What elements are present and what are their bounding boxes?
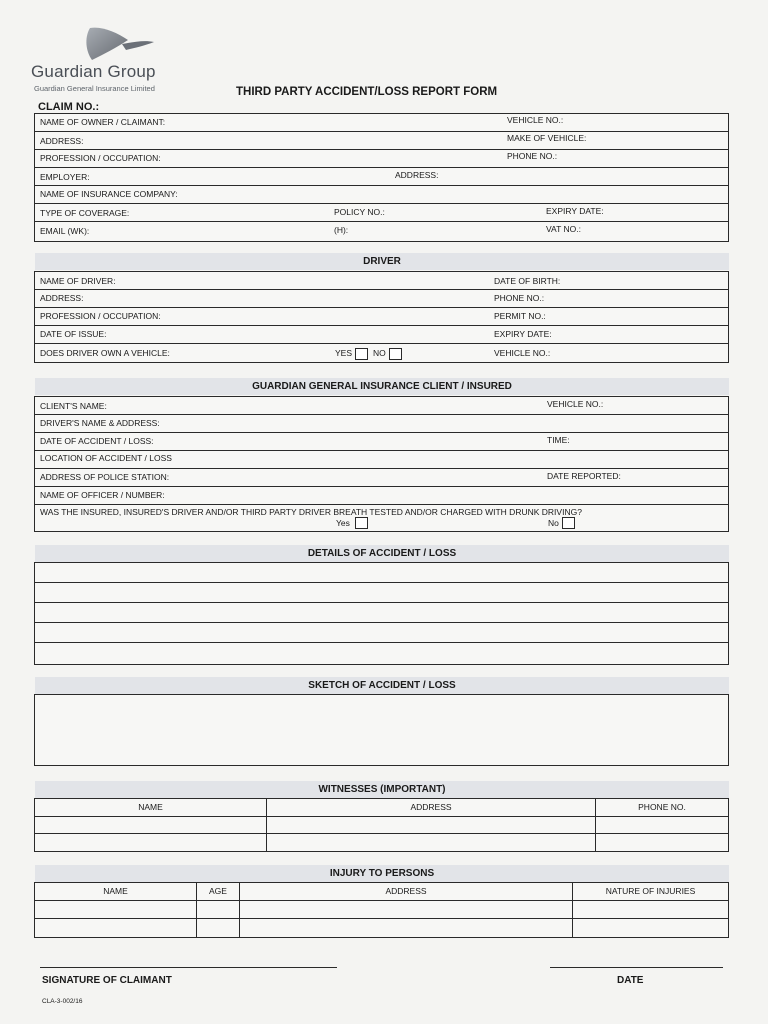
injury-col-name: NAME: [103, 886, 128, 896]
witness-row-2[interactable]: [35, 834, 728, 850]
date-line[interactable]: [550, 967, 723, 968]
owner-name-label: NAME OF OWNER / CLAIMANT:: [40, 117, 166, 127]
witness-col-phone: PHONE NO.: [638, 802, 686, 812]
owner-expiry-date-label: EXPIRY DATE:: [546, 206, 604, 216]
email-wk-label: EMAIL (WK):: [40, 226, 90, 236]
driver-row-1[interactable]: [35, 272, 728, 290]
breath-no-checkbox[interactable]: [562, 517, 575, 529]
injury-header-row: [35, 883, 728, 901]
owner-profession-label: PROFESSION / OCCUPATION:: [40, 153, 161, 163]
officer-label: NAME OF OFFICER / NUMBER:: [40, 490, 165, 500]
injury-divider-2: [239, 883, 240, 937]
form-code: CLA-3-002/16: [42, 998, 83, 1005]
owner-row-2[interactable]: [35, 132, 728, 150]
witness-divider-2: [595, 799, 596, 851]
drivers-name-address-label: DRIVER'S NAME & ADDRESS:: [40, 418, 160, 428]
driver-row-2[interactable]: [35, 290, 728, 308]
owner-row-4[interactable]: [35, 168, 728, 186]
date-reported-label: DATE REPORTED:: [547, 471, 621, 481]
owner-section: [34, 113, 729, 242]
vat-no-label: VAT NO.:: [546, 224, 581, 234]
policy-no-label: POLICY NO.:: [334, 207, 385, 217]
owner-address-label: ADDRESS:: [40, 136, 84, 146]
witnesses-header-row: [35, 799, 728, 817]
injury-divider-1: [196, 883, 197, 937]
driver-address-label: ADDRESS:: [40, 293, 84, 303]
date-label: DATE: [617, 975, 644, 986]
police-station-label: ADDRESS OF POLICE STATION:: [40, 472, 170, 482]
injury-table: [34, 882, 729, 938]
coverage-type-label: TYPE OF COVERAGE:: [40, 208, 130, 218]
breath-no-label: No: [548, 518, 559, 528]
driver-yes-label: YES: [335, 348, 353, 358]
vehicle-no-label: VEHICLE NO.:: [507, 115, 564, 125]
location-label: LOCATION OF ACCIDENT / LOSS: [40, 453, 172, 463]
employer-address-label: ADDRESS:: [395, 170, 439, 180]
owner-row-5[interactable]: [35, 186, 728, 204]
employer-label: EMPLOYER:: [40, 172, 90, 182]
details-line-4[interactable]: [35, 623, 728, 643]
client-row-2[interactable]: [35, 415, 728, 433]
details-section: [34, 562, 729, 665]
driver-profession-label: PROFESSION / OCCUPATION:: [40, 311, 161, 321]
owner-row-1[interactable]: [35, 114, 728, 132]
client-section: [34, 396, 729, 532]
time-label: TIME:: [547, 435, 570, 445]
date-of-accident-label: DATE OF ACCIDENT / LOSS:: [40, 436, 154, 446]
client-heading: GUARDIAN GENERAL INSURANCE CLIENT / INSURED: [35, 378, 729, 395]
details-heading: DETAILS OF ACCIDENT / LOSS: [35, 545, 729, 562]
details-line-3[interactable]: [35, 603, 728, 623]
injury-col-nature: NATURE OF INJURIES: [605, 886, 696, 896]
driver-name-label: NAME OF DRIVER:: [40, 276, 116, 286]
witness-row-1[interactable]: [35, 817, 728, 834]
signature-line[interactable]: [40, 967, 337, 968]
client-row-5[interactable]: [35, 469, 728, 487]
client-name-label: CLIENT'S NAME:: [40, 401, 107, 411]
owner-row-7[interactable]: [35, 222, 728, 240]
injury-col-address: ADDRESS: [385, 886, 427, 896]
details-line-5[interactable]: [35, 643, 728, 663]
date-of-issue-label: DATE OF ISSUE:: [40, 329, 107, 339]
witness-col-name: NAME: [138, 802, 163, 812]
witness-divider-1: [266, 799, 267, 851]
driver-phone-label: PHONE NO.:: [494, 293, 545, 303]
client-row-7[interactable]: [35, 505, 728, 530]
breath-yes-label: Yes: [336, 518, 350, 528]
sketch-heading: SKETCH OF ACCIDENT / LOSS: [35, 677, 729, 694]
driver-expiry-date-label: EXPIRY DATE:: [494, 329, 552, 339]
client-vehicle-no-label: VEHICLE NO.:: [547, 399, 604, 409]
witnesses-heading: WITNESSES (IMPORTANT): [35, 781, 729, 798]
driver-row-3[interactable]: [35, 308, 728, 326]
breath-test-question: WAS THE INSURED, INSURED'S DRIVER AND/OR THIRD PARTY DRIVER BREATH TESTED AND/OR CHARGED WITH DRUNK DRIVING?: [40, 507, 582, 517]
client-row-6[interactable]: [35, 487, 728, 505]
driver-heading: DRIVER: [35, 253, 729, 270]
breath-yes-checkbox[interactable]: [355, 517, 368, 529]
details-line-1[interactable]: [35, 563, 728, 583]
date-of-birth-label: DATE OF BIRTH:: [494, 276, 561, 286]
driver-yes-checkbox[interactable]: [355, 348, 368, 360]
driver-vehicle-no-label: VEHICLE NO.:: [494, 348, 551, 358]
driver-own-vehicle-label: DOES DRIVER OWN A VEHICLE:: [40, 348, 170, 358]
witnesses-table: [34, 798, 729, 852]
driver-row-4[interactable]: [35, 326, 728, 344]
company-name: Guardian Group: [31, 62, 156, 81]
driver-row-5[interactable]: [35, 344, 728, 361]
injury-heading: INJURY TO PERSONS: [35, 865, 729, 882]
owner-row-3[interactable]: [35, 150, 728, 168]
details-line-2[interactable]: [35, 583, 728, 603]
owner-phone-label: PHONE NO.:: [507, 151, 558, 161]
client-row-3[interactable]: [35, 433, 728, 451]
insurance-company-label: NAME OF INSURANCE COMPANY:: [40, 189, 178, 199]
driver-no-label: NO: [373, 348, 386, 358]
client-row-1[interactable]: [35, 397, 728, 415]
driver-no-checkbox[interactable]: [389, 348, 402, 360]
driver-section: [34, 271, 729, 363]
claim-no-label: CLAIM NO.:: [38, 101, 100, 113]
injury-row-1[interactable]: [35, 901, 728, 919]
sketch-area[interactable]: [34, 694, 729, 766]
injury-col-age: AGE: [209, 886, 227, 896]
company-subtitle: Guardian General Insurance Limited: [34, 84, 155, 93]
client-row-4[interactable]: [35, 451, 728, 469]
make-of-vehicle-label: MAKE OF VEHICLE:: [507, 133, 587, 143]
permit-no-label: PERMIT NO.:: [494, 311, 546, 321]
form-title: THIRD PARTY ACCIDENT/LOSS REPORT FORM: [236, 86, 498, 98]
injury-divider-3: [572, 883, 573, 937]
signature-label: SIGNATURE OF CLAIMANT: [42, 975, 172, 986]
owner-row-6[interactable]: [35, 204, 728, 222]
injury-row-2[interactable]: [35, 919, 728, 936]
witness-col-address: ADDRESS: [410, 802, 452, 812]
email-home-label: (H):: [334, 225, 349, 235]
